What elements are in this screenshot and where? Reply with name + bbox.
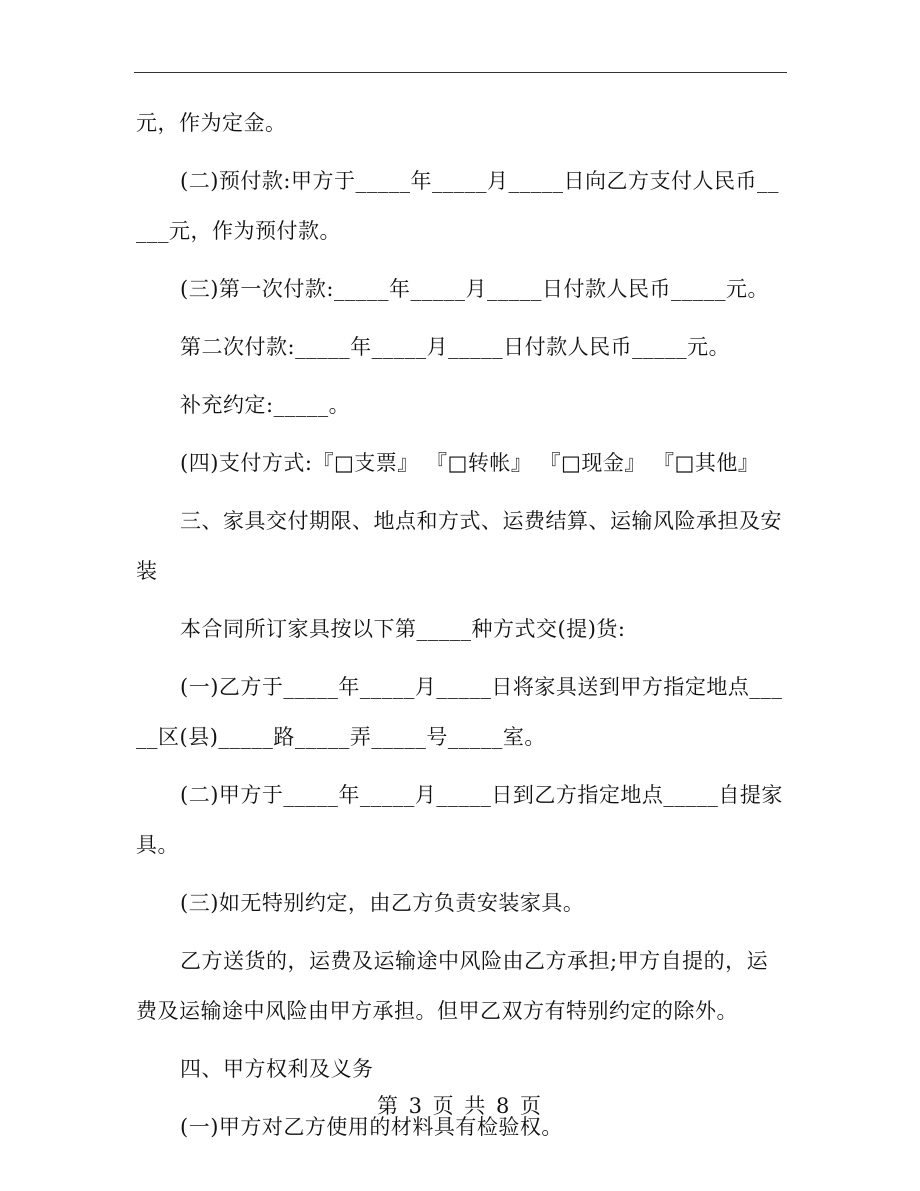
section-heading-buyer-rights: 四、甲方权利及义务 <box>180 1057 374 1081</box>
paragraph-delivery-method: 本合同所订家具按以下第_____种方式交(提)货: <box>180 617 626 641</box>
section-heading-delivery: 三、家具交付期限、地点和方式、运费结算、运输风险承担及安装 <box>136 509 782 583</box>
paragraph-prepayment: (二)预付款:甲方于_____年_____月_____日向乙方支付人民币_____元，作为预付款。 <box>136 169 779 243</box>
paragraph-first-payment: (三)第一次付款:_____年_____月_____日付款人民币_____元。 <box>180 277 769 301</box>
paragraph-freight-risk: 乙方送货的，运费及运输途中风险由乙方承担;甲方自提的，运费及运输途中风险由甲方承担。但甲乙双方有特别约定的除外。 <box>136 949 769 1023</box>
paragraph-second-payment: 第二次付款:_____年_____月_____日付款人民币_____元。 <box>180 335 731 359</box>
paragraph-seller-delivery: (一)乙方于_____年_____月_____日将家具送到甲方指定地点_____区(县)_____路_____弄_____号_____室。 <box>136 675 783 749</box>
document-body <box>136 98 786 1160</box>
paragraph-supplementary-terms: 补充约定:_____。 <box>180 393 351 417</box>
paragraph-installation: (三)如无特别约定，由乙方负责安装家具。 <box>180 891 585 915</box>
paragraph-payment-method: (四)支付方式:『□支票』 『□转帐』 『□现金』 『□其他』 <box>180 451 760 475</box>
paragraph-buyer-pickup: (二)甲方于_____年_____月_____日到乙方指定地点_____自提家具。 <box>136 783 783 857</box>
page-number: 第 3 页 共 8 页 <box>376 1094 544 1118</box>
paragraph-inspection-right: (一)甲方对乙方使用的材料具有检验权。 <box>180 1115 563 1139</box>
paragraph-deposit-end: 元，作为定金。 <box>136 111 287 135</box>
header-rule <box>134 72 787 73</box>
